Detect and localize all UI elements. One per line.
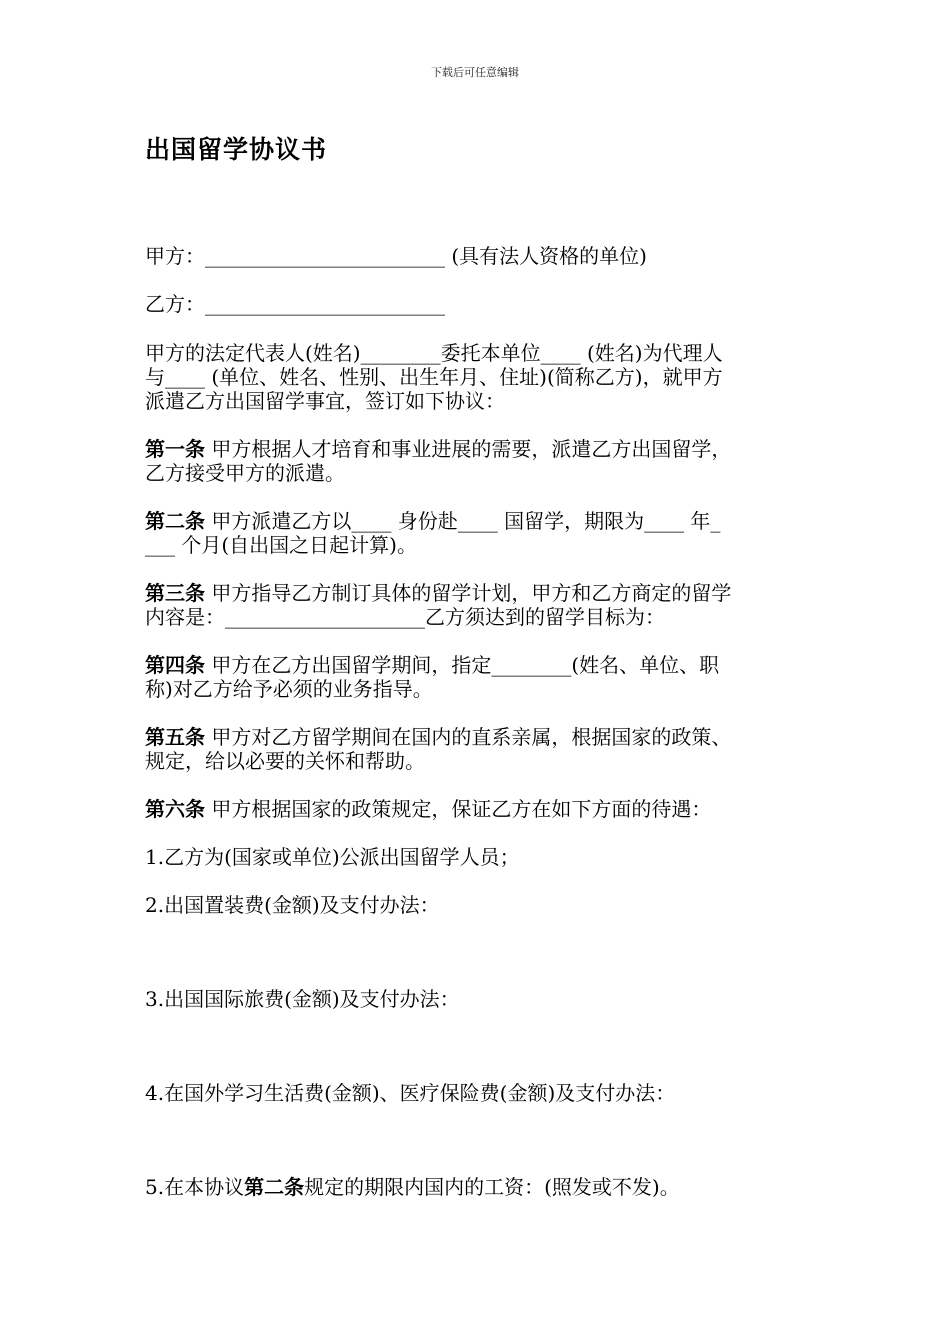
article-text: 甲方根据国家的政策规定，保证乙方在如下方面的待遇： <box>205 797 712 821</box>
list-item: 2.出国置装费(金额)及支付办法： <box>145 893 440 917</box>
article-text: 甲方根据人才培育和事业进展的需要，派遣乙方出国留学， <box>205 437 732 461</box>
article-line <box>145 581 810 605</box>
list-item <box>145 1175 810 1199</box>
list-item: 3.出国国际旅费(金额)及支付办法： <box>145 987 460 1011</box>
article-label: 第三条 <box>145 581 205 605</box>
article-line: 称)对乙方给予必须的业务指导。 <box>145 677 433 701</box>
article-line <box>145 509 810 533</box>
intro-line: 甲方的法定代表人(姓名)________委托本单位____ (姓名)为代理人 <box>145 341 723 365</box>
header-note: 下载后可任意编辑 <box>431 66 519 79</box>
list-item: 4.在国外学习生活费(金额)、医疗保险费(金额)及支付办法： <box>145 1081 676 1105</box>
article-label: 第五条 <box>145 725 205 749</box>
article-label: 第四条 <box>145 653 205 677</box>
article-text: 甲方在乙方出国留学期间，指定________(姓名、单位、职 <box>205 653 720 677</box>
article-text: 甲方派遣乙方以____ 身份赴____ 国留学，期限为____ 年_ <box>205 509 721 533</box>
article-label: 第六条 <box>145 797 205 821</box>
article-line: 内容是：____________________乙方须达到的留学目标为： <box>145 605 665 629</box>
article-line <box>145 725 810 749</box>
list-item: 1.乙方为(国家或单位)公派出国留学人员； <box>145 845 520 869</box>
article-line <box>145 437 810 461</box>
article-text: 甲方对乙方留学期间在国内的直系亲属，根据国家的政策、 <box>205 725 732 749</box>
list-item-text: 规定的期限内国内的工资：(照发或不发)。 <box>304 1175 680 1199</box>
list-item-text: 5.在本协议 <box>145 1175 245 1199</box>
article-line: ___ 个月(自出国之日起计算)。 <box>145 533 417 557</box>
party-a-line: 甲方：________________________ (具有法人资格的单位) <box>145 244 647 268</box>
article-text: 甲方指导乙方制订具体的留学计划，甲方和乙方商定的留学 <box>205 581 732 605</box>
article-line <box>145 797 810 821</box>
document-title: 出国留学协议书 <box>145 135 328 164</box>
article-line: 乙方接受甲方的派遣。 <box>145 461 345 485</box>
party-b-line: 乙方：________________________ <box>145 292 445 316</box>
article-reference: 第二条 <box>244 1175 305 1199</box>
article-label: 第一条 <box>145 437 205 461</box>
intro-line: 派遣乙方出国留学事宜，签订如下协议： <box>145 389 505 413</box>
intro-line: 与____ (单位、姓名、性别、出生年月、住址)(简称乙方)，就甲方 <box>145 365 723 389</box>
article-line <box>145 653 810 677</box>
article-label: 第二条 <box>145 509 205 533</box>
article-line: 规定，给以必要的关怀和帮助。 <box>145 749 425 773</box>
